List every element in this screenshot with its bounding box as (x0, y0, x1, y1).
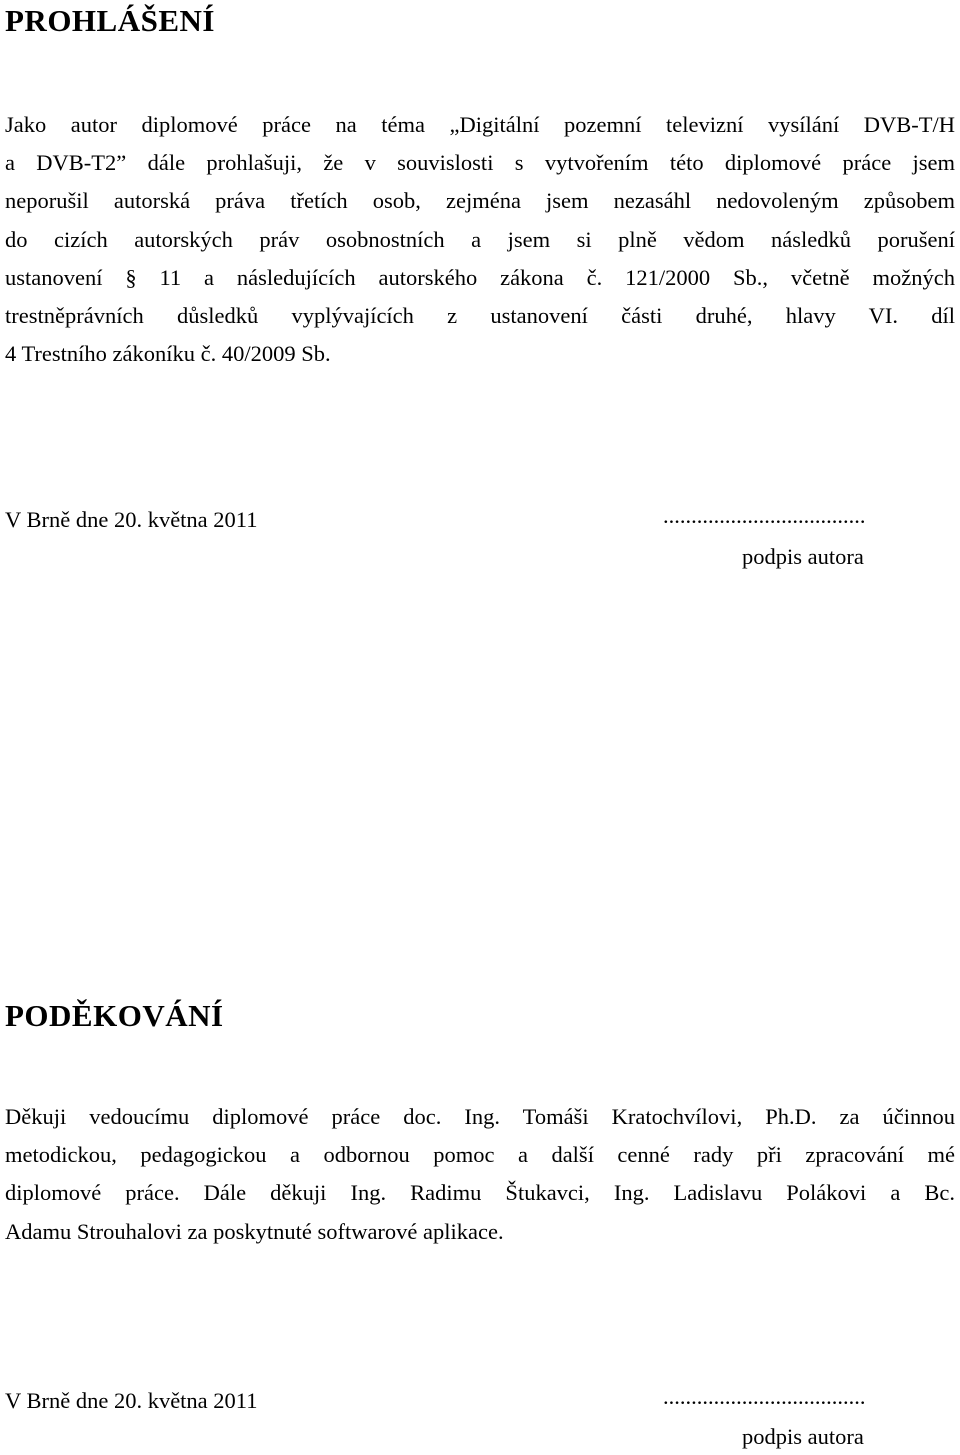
declaration-paragraph (5, 106, 955, 373)
declaration-signature-line: .................................... (663, 503, 866, 528)
acknowledgement-signature-line: .................................... (663, 1384, 866, 1409)
acknowledgement-signature-label: podpis autora (742, 1424, 864, 1449)
declaration-heading: PROHLÁŠENÍ (5, 3, 215, 38)
acknowledgement-line: diplomové práce. Dále děkuji Ing. Radimu Štukavci, Ing. Ladislavu Polákovi a Bc. (5, 1180, 955, 1206)
declaration-line: Jako autor diplomové práce na téma „Digitální pozemní televizní vysílání DVB-T/H (5, 112, 955, 137)
declaration-place-date: V Brně dne 20. května 2011 (5, 507, 258, 532)
acknowledgement-line: Adamu Strouhalovi za poskytnuté softwarové aplikace. (5, 1218, 504, 1244)
acknowledgement-line: metodickou, pedagogickou a odbornou pomoc a další cenné rady při zpracování mé (5, 1142, 955, 1168)
acknowledgement-line: Děkuji vedoucímu diplomové práce doc. Ing. Tomáši Kratochvílovi, Ph.D. za účinnou (5, 1104, 955, 1129)
acknowledgement-paragraph (5, 1098, 955, 1251)
declaration-line: do cizích autorských práv osobnostních a jsem si plně vědom následků porušení (5, 226, 955, 252)
acknowledgement-place-date: V Brně dne 20. května 2011 (5, 1388, 258, 1413)
declaration-line: ustanovení § 11 a následujících autorského zákona č. 121/2000 Sb., včetně možných (5, 264, 955, 290)
declaration-line: 4 Trestního zákoníku č. 40/2009 Sb. (5, 341, 331, 367)
declaration-line: trestněprávních důsledků vyplývajících z ustanovení části druhé, hlavy VI. díl (5, 303, 955, 329)
declaration-line: a DVB-T2” dále prohlašuji, že v souvislosti s vytvořením této diplomové práce jsem (5, 150, 955, 176)
declaration-line: neporušil autorská práva třetích osob, zejména jsem nezasáhl nedovoleným způsobem (5, 188, 955, 214)
declaration-signature-label: podpis autora (742, 544, 864, 569)
acknowledgement-heading: PODĚKOVÁNÍ (5, 998, 224, 1033)
